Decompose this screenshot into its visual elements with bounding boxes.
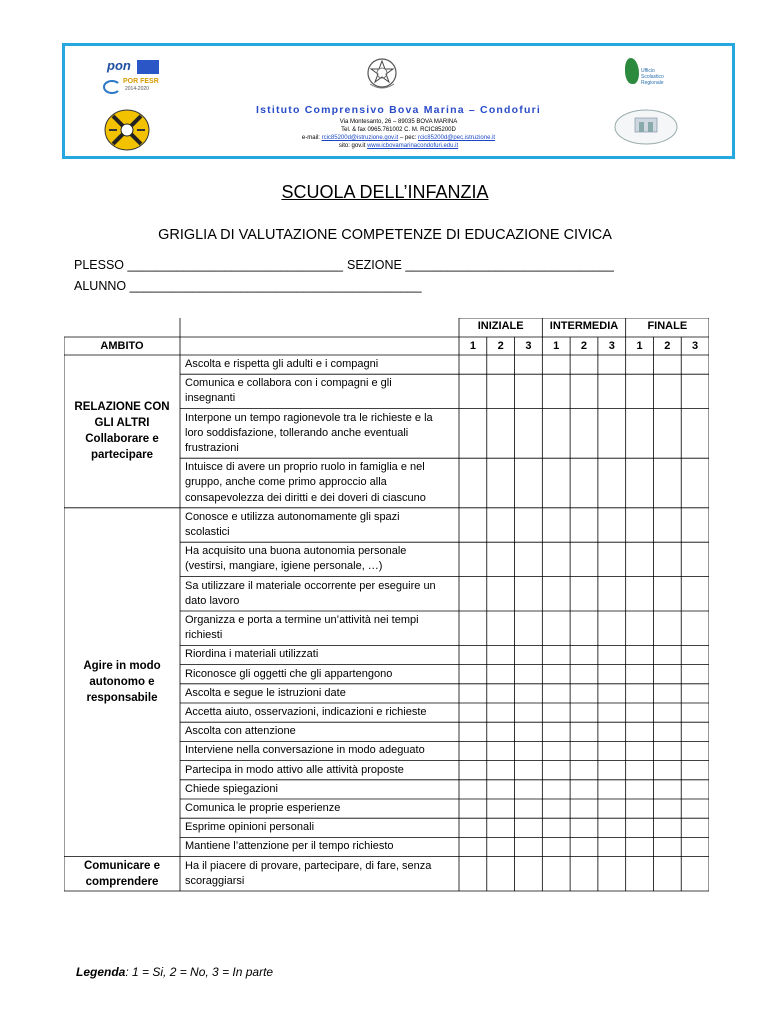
score-cell[interactable] <box>627 612 653 644</box>
score-cell[interactable] <box>543 375 569 407</box>
score-cell[interactable] <box>571 800 597 817</box>
score-cell[interactable] <box>488 612 514 644</box>
score-cell[interactable] <box>571 459 597 507</box>
score-cell[interactable] <box>682 356 708 373</box>
pon-logo <box>103 56 165 96</box>
score-cell[interactable] <box>516 459 542 507</box>
score-cell[interactable] <box>599 858 625 890</box>
score-header: 1 <box>469 340 476 352</box>
score-cell[interactable] <box>516 685 542 702</box>
score-cell[interactable] <box>599 819 625 836</box>
score-cell[interactable] <box>460 666 486 683</box>
descriptor-line: scolastici <box>185 526 230 538</box>
score-cell[interactable] <box>627 858 653 890</box>
score-cell[interactable] <box>571 781 597 798</box>
score-cell[interactable] <box>543 410 569 458</box>
score-cell[interactable] <box>571 762 597 779</box>
score-cell[interactable] <box>571 819 597 836</box>
score-cell[interactable] <box>654 704 680 721</box>
descriptor-line: Partecipa in modo attivo alle attività proposte <box>185 763 404 776</box>
plesso-field[interactable]: PLESSO _______________________________ <box>74 258 344 272</box>
score-cell[interactable] <box>682 375 708 407</box>
score-cell[interactable] <box>516 781 542 798</box>
score-cell[interactable] <box>682 800 708 817</box>
score-cell[interactable] <box>516 356 542 373</box>
score-cell[interactable] <box>460 410 486 458</box>
score-cell[interactable] <box>682 459 708 507</box>
descriptor-line: insegnanti <box>185 392 236 405</box>
school-phone: Tel. & fax 0965.761002 C. M. RCIC85200D <box>341 127 456 133</box>
score-cell[interactable] <box>627 704 653 721</box>
descriptor-line: frustrazioni <box>185 442 239 454</box>
score-cell[interactable] <box>571 838 597 855</box>
score-cell[interactable] <box>460 838 486 855</box>
section-label-line: partecipare <box>90 449 153 462</box>
score-cell[interactable] <box>599 543 625 575</box>
score-header: 3 <box>608 340 615 352</box>
legend-label: Legenda <box>76 965 126 979</box>
score-cell[interactable] <box>571 858 597 890</box>
school-contacts <box>65 134 732 142</box>
score-cell[interactable] <box>599 742 625 759</box>
score-cell[interactable] <box>571 704 597 721</box>
score-cell[interactable] <box>682 646 708 663</box>
score-cell[interactable] <box>599 578 625 610</box>
score-cell[interactable] <box>460 543 486 575</box>
school-address: Via Montesanto, 26 – 89035 BOVA MARINA <box>339 119 458 125</box>
score-cell[interactable] <box>654 762 680 779</box>
score-cell[interactable] <box>488 838 514 855</box>
por-years: 2014-2020 <box>125 86 149 92</box>
score-cell[interactable] <box>571 356 597 373</box>
score-cell[interactable] <box>516 762 542 779</box>
score-cell[interactable] <box>488 781 514 798</box>
section-label-line: autonomo e <box>89 676 155 689</box>
score-cell[interactable] <box>654 375 680 407</box>
score-cell[interactable] <box>654 509 680 541</box>
score-cell[interactable] <box>654 646 680 663</box>
site-prefix: sito: gov.it <box>338 143 368 149</box>
score-cell[interactable] <box>543 723 569 740</box>
descriptor-line: loro soddisfazione, tollerando anche eventuali <box>185 426 409 439</box>
score-cell[interactable] <box>627 356 653 373</box>
section-label <box>68 399 176 463</box>
section-label <box>68 858 176 890</box>
section-label-line: Comunicare e <box>83 859 161 872</box>
evaluation-grid <box>64 318 709 893</box>
score-cell[interactable] <box>516 612 542 644</box>
score-cell[interactable] <box>543 543 569 575</box>
score-cell[interactable] <box>654 612 680 644</box>
score-cell[interactable] <box>654 459 680 507</box>
score-cell[interactable] <box>460 742 486 759</box>
italian-republic-emblem-icon <box>365 54 399 92</box>
score-cell[interactable] <box>543 819 569 836</box>
score-cell[interactable] <box>599 612 625 644</box>
score-cell[interactable] <box>599 459 625 507</box>
descriptor-line: richiesti <box>185 629 223 642</box>
calabria-map-icon <box>625 58 639 84</box>
score-cell[interactable] <box>516 838 542 855</box>
score-header: 3 <box>525 340 532 352</box>
score-cell[interactable] <box>599 375 625 407</box>
score-cell[interactable] <box>654 800 680 817</box>
score-cell[interactable] <box>571 685 597 702</box>
section-label <box>68 658 176 706</box>
score-cell[interactable] <box>682 781 708 798</box>
score-cell[interactable] <box>460 704 486 721</box>
score-cell[interactable] <box>599 723 625 740</box>
score-cell[interactable] <box>460 375 486 407</box>
score-cell[interactable] <box>516 666 542 683</box>
descriptor-line: Chiede spiegazioni <box>185 782 278 795</box>
score-cell[interactable] <box>682 858 708 890</box>
alunno-field[interactable]: ALUNNO __________________________________________ <box>74 279 422 293</box>
descriptor-line: Esprime opinioni personali <box>185 821 315 834</box>
score-cell[interactable] <box>654 356 680 373</box>
score-cell[interactable] <box>543 685 569 702</box>
score-cell[interactable] <box>516 800 542 817</box>
score-cell[interactable] <box>682 543 708 575</box>
score-cell[interactable] <box>543 459 569 507</box>
score-cell[interactable] <box>571 543 597 575</box>
score-cell[interactable] <box>543 762 569 779</box>
score-cell[interactable] <box>516 543 542 575</box>
score-cell[interactable] <box>488 858 514 890</box>
score-header: 2 <box>580 340 588 352</box>
score-cell[interactable] <box>571 375 597 407</box>
score-cell[interactable] <box>516 646 542 663</box>
score-cell[interactable] <box>682 838 708 855</box>
score-cell[interactable] <box>654 543 680 575</box>
descriptor-line: Intuisce di avere un proprio ruolo in famiglia e nel <box>185 461 425 474</box>
score-cell[interactable] <box>627 838 653 855</box>
score-cell[interactable] <box>516 410 542 458</box>
score-cell[interactable] <box>627 742 653 759</box>
score-cell[interactable] <box>488 666 514 683</box>
score-cell[interactable] <box>627 685 653 702</box>
score-cell[interactable] <box>682 723 708 740</box>
score-cell[interactable] <box>516 509 542 541</box>
score-cell[interactable] <box>488 723 514 740</box>
score-cell[interactable] <box>682 762 708 779</box>
ufficio-scolastico-logo <box>625 56 677 92</box>
score-cell[interactable] <box>599 762 625 779</box>
descriptor-line: Interviene nella conversazione in modo adeguato <box>185 744 425 757</box>
section-label-line: responsabile <box>86 692 158 705</box>
score-cell[interactable] <box>627 666 653 683</box>
descriptor-line: Ha acquisito una buona autonomia personale <box>185 545 407 558</box>
score-cell[interactable] <box>627 762 653 779</box>
score-cell[interactable] <box>599 781 625 798</box>
score-cell[interactable] <box>627 375 653 407</box>
descriptor-line: Sa utilizzare il materiale occorrente per eseguire un <box>185 579 436 592</box>
score-cell[interactable] <box>571 410 597 458</box>
score-cell[interactable] <box>543 612 569 644</box>
score-cell[interactable] <box>516 578 542 610</box>
score-cell[interactable] <box>516 704 542 721</box>
descriptor-line: gruppo, anche come primo approccio alla <box>185 476 387 489</box>
score-cell[interactable] <box>571 723 597 740</box>
level-header-finale: FINALE <box>647 320 688 332</box>
score-cell[interactable] <box>488 459 514 507</box>
score-cell[interactable] <box>654 858 680 890</box>
score-cell[interactable] <box>460 800 486 817</box>
descriptor-line: consapevolezza dei diritti e dei doveri di ciascuno <box>185 491 426 504</box>
descriptor-line: Organizza e porta a termine un’attività nei tempi <box>185 614 419 626</box>
score-cell[interactable] <box>488 578 514 610</box>
score-cell[interactable] <box>599 646 625 663</box>
score-cell[interactable] <box>654 666 680 683</box>
score-cell[interactable] <box>599 666 625 683</box>
score-cell[interactable] <box>488 375 514 407</box>
score-header: 3 <box>692 340 699 352</box>
score-cell[interactable] <box>543 858 569 890</box>
descriptor-line: Comunica le proprie esperienze <box>185 802 341 814</box>
site-link[interactable]: www.icbovamarinacondofuri.edu.it <box>367 143 459 149</box>
score-cell[interactable] <box>488 356 514 373</box>
pec-prefix: – pec: <box>398 135 418 141</box>
score-cell[interactable] <box>460 356 486 373</box>
score-header: 1 <box>636 340 643 352</box>
score-cell[interactable] <box>460 819 486 836</box>
descriptor-line: scoraggiarsi <box>185 874 245 887</box>
score-cell[interactable] <box>571 666 597 683</box>
score-cell[interactable] <box>599 410 625 458</box>
score-cell[interactable] <box>516 723 542 740</box>
por-swoosh-icon <box>103 80 121 94</box>
score-cell[interactable] <box>460 459 486 507</box>
descriptor-line: Accetta aiuto, osservazioni, indicazioni e richieste <box>185 706 427 718</box>
score-cell[interactable] <box>488 410 514 458</box>
score-cell[interactable] <box>682 666 708 683</box>
score-cell[interactable] <box>654 838 680 855</box>
score-cell[interactable] <box>543 509 569 541</box>
pon-text: pon <box>107 58 131 73</box>
section-label-line: comprendere <box>85 875 159 888</box>
score-cell[interactable] <box>488 742 514 759</box>
descriptor-line: Conosce e utilizza autonomamente gli spazi <box>185 510 400 523</box>
score-cell[interactable] <box>599 509 625 541</box>
score-cell[interactable] <box>488 685 514 702</box>
score-cell[interactable] <box>543 742 569 759</box>
score-cell[interactable] <box>488 819 514 836</box>
score-cell[interactable] <box>682 704 708 721</box>
score-cell[interactable] <box>460 646 486 663</box>
score-cell[interactable] <box>543 838 569 855</box>
document-subtitle: GRIGLIA DI VALUTAZIONE COMPETENZE DI EDUCAZIONE CIVICA <box>158 227 612 243</box>
score-header: 2 <box>497 340 504 352</box>
score-cell[interactable] <box>682 742 708 759</box>
score-cell[interactable] <box>599 685 625 702</box>
descriptor-line: dato lavoro <box>185 594 240 607</box>
score-cell[interactable] <box>488 509 514 541</box>
score-cell[interactable] <box>627 410 653 458</box>
score-cell[interactable] <box>682 578 708 610</box>
legend <box>76 965 273 979</box>
score-cell[interactable] <box>682 685 708 702</box>
score-header: 2 <box>664 340 671 352</box>
section-label-line: RELAZIONE CON <box>74 401 170 414</box>
score-cell[interactable] <box>543 704 569 721</box>
score-cell[interactable] <box>571 509 597 541</box>
score-cell[interactable] <box>543 646 569 663</box>
document-title: SCUOLA DELL’INFANZIA <box>281 182 489 202</box>
section-label-line: GLI ALTRI <box>94 417 150 430</box>
score-cell[interactable] <box>599 800 625 817</box>
score-cell[interactable] <box>460 685 486 702</box>
section-label-line: Agire in modo <box>83 660 161 673</box>
score-cell[interactable] <box>516 375 542 407</box>
descriptor-line: Ascolta con attenzione <box>185 725 296 738</box>
score-cell[interactable] <box>516 858 542 890</box>
score-cell[interactable] <box>488 543 514 575</box>
score-cell[interactable] <box>543 800 569 817</box>
score-cell[interactable] <box>488 704 514 721</box>
eu-flag-icon <box>137 60 159 74</box>
school-name: Istituto Comprensivo Bova Marina – Condofuri <box>256 104 541 116</box>
descriptor-line: Interpone un tempo ragionevole tra le richieste e la <box>185 411 433 424</box>
score-cell[interactable] <box>627 646 653 663</box>
legend-text: : 1 = Si, 2 = No, 3 = In parte <box>125 965 274 979</box>
score-cell[interactable] <box>627 543 653 575</box>
score-cell[interactable] <box>460 781 486 798</box>
score-cell[interactable] <box>627 819 653 836</box>
descriptor-line: Ha il piacere di provare, partecipare, di fare, senza <box>185 859 432 872</box>
score-cell[interactable] <box>543 356 569 373</box>
score-cell[interactable] <box>488 800 514 817</box>
score-cell[interactable] <box>571 578 597 610</box>
score-cell[interactable] <box>682 410 708 458</box>
school-website <box>65 142 732 150</box>
score-header: 1 <box>553 340 560 352</box>
score-cell[interactable] <box>571 612 597 644</box>
descriptor-line: Ascolta e rispetta gli adulti e i compagni <box>185 358 379 370</box>
score-cell[interactable] <box>460 723 486 740</box>
descriptor-line: Riordina i materiali utilizzati <box>185 648 319 661</box>
score-cell[interactable] <box>627 509 653 541</box>
score-cell[interactable] <box>599 704 625 721</box>
score-cell[interactable] <box>460 858 486 890</box>
score-cell[interactable] <box>543 781 569 798</box>
score-cell[interactable] <box>543 578 569 610</box>
score-cell[interactable] <box>599 356 625 373</box>
descriptor-line: (vestirsi, mangiare, igiene personale, …) <box>185 560 383 573</box>
score-cell[interactable] <box>682 612 708 644</box>
score-cell[interactable] <box>488 646 514 663</box>
score-cell[interactable] <box>460 762 486 779</box>
score-cell[interactable] <box>627 781 653 798</box>
letterhead <box>62 43 735 159</box>
level-header-iniziale: INIZIALE <box>477 320 524 332</box>
descriptor-line: Ascolta e segue le istruzioni date <box>185 686 346 699</box>
ambito-header: AMBITO <box>100 340 144 352</box>
descriptor-line: Comunica e collabora con i compagni e gli <box>185 377 392 390</box>
score-cell[interactable] <box>627 800 653 817</box>
region-text: Ufficio Scolastico Regionale <box>641 68 664 86</box>
score-cell[interactable] <box>516 819 542 836</box>
score-cell[interactable] <box>627 723 653 740</box>
score-cell[interactable] <box>654 742 680 759</box>
score-cell[interactable] <box>571 646 597 663</box>
score-cell[interactable] <box>682 509 708 541</box>
score-cell[interactable] <box>599 838 625 855</box>
score-cell[interactable] <box>654 578 680 610</box>
score-cell[interactable] <box>460 612 486 644</box>
score-cell[interactable] <box>627 578 653 610</box>
score-cell[interactable] <box>516 742 542 759</box>
sezione-field[interactable]: SEZIONE ______________________________ <box>347 258 614 272</box>
score-cell[interactable] <box>682 819 708 836</box>
pec-link[interactable]: rcic85200d@pec.istruzione.it <box>417 135 496 141</box>
section-label-line: Collaborare e <box>85 433 159 446</box>
score-cell[interactable] <box>571 742 597 759</box>
score-cell[interactable] <box>654 781 680 798</box>
score-cell[interactable] <box>543 666 569 683</box>
por-text: POR FESR <box>123 78 159 85</box>
score-cell[interactable] <box>460 509 486 541</box>
score-cell[interactable] <box>460 578 486 610</box>
score-cell[interactable] <box>627 459 653 507</box>
level-header-intermedia: INTERMEDIA <box>549 320 619 332</box>
descriptor-line: Mantiene l’attenzione per il tempo richiesto <box>185 840 394 853</box>
score-cell[interactable] <box>654 685 680 702</box>
score-cell[interactable] <box>488 762 514 779</box>
email-prefix: e-mail: <box>301 135 322 141</box>
score-cell[interactable] <box>654 819 680 836</box>
score-cell[interactable] <box>654 723 680 740</box>
score-cell[interactable] <box>654 410 680 458</box>
email-link[interactable]: rcic85200d@istruzione.gov.it <box>321 135 399 141</box>
descriptor-line: Riconosce gli oggetti che gli appartengono <box>185 667 393 680</box>
